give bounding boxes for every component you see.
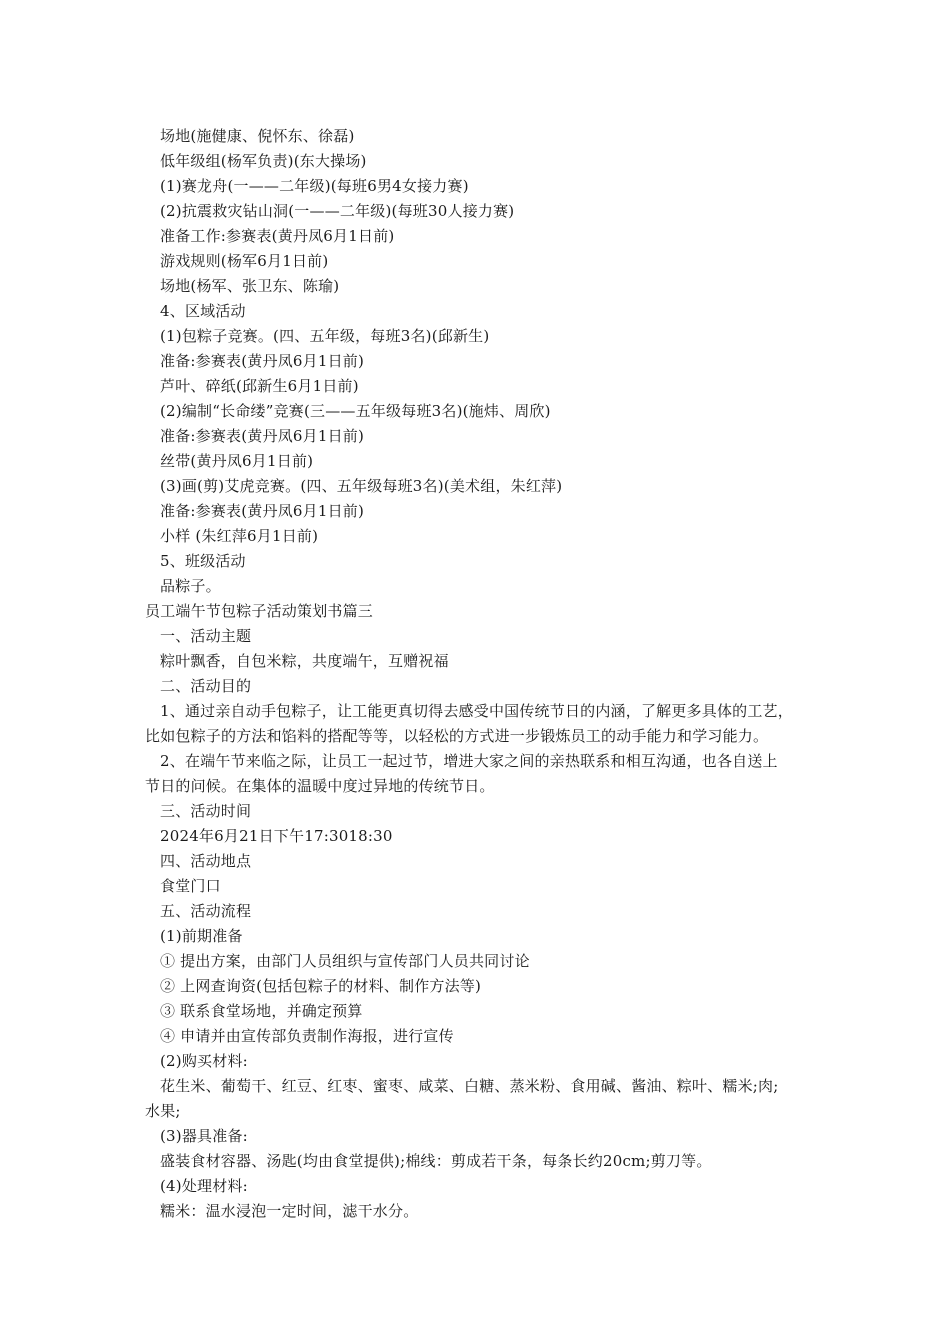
text-line: 4、区域活动 <box>160 302 246 320</box>
text-line: 水果; <box>145 1102 181 1120</box>
text-line: 盛装食材容器、汤匙(均由食堂提供);棉线：剪成若干条，每条长约20cm;剪刀等。 <box>160 1152 712 1170</box>
text-line: 场地(施健康、倪怀东、徐磊) <box>160 127 355 145</box>
text-line: 员工端午节包粽子活动策划书篇三 <box>145 602 374 620</box>
text-line: 准备:参赛表(黄丹凤6月1日前) <box>160 427 365 445</box>
text-line: 低年级组(杨军负责)(东大操场) <box>160 152 367 170</box>
text-line: ④ 申请并由宣传部负责制作海报，进行宣传 <box>160 1027 454 1045</box>
text-line: 准备:参赛表(黄丹凤6月1日前) <box>160 352 365 370</box>
text-line: 粽叶飘香，自包米粽，共度端午，互赠祝福 <box>160 652 449 670</box>
text-line: 2024年6月21日下午17:3018:30 <box>160 827 393 845</box>
text-line: 五、活动流程 <box>160 902 252 920</box>
text-line: (1)赛龙舟(一——二年级)(每班6男4女接力赛) <box>160 177 469 195</box>
text-line: 食堂门口 <box>160 877 221 895</box>
text-line: 丝带(黄丹凤6月1日前) <box>160 452 314 470</box>
text-line: 花生米、葡萄干、红豆、红枣、蜜枣、咸菜、白糖、蒸米粉、食用碱、酱油、粽叶、糯米;肉; <box>160 1077 779 1095</box>
document-page <box>145 124 815 1224</box>
text-line: 糯米：温水浸泡一定时间，滤干水分。 <box>160 1202 419 1220</box>
text-line: (1)包粽子竞赛。(四、五年级，每班3名)(邱新生) <box>160 327 490 345</box>
text-line: (3)画(剪)艾虎竞赛。(四、五年级每班3名)(美术组，朱红萍) <box>160 477 563 495</box>
text-line: 一、活动主题 <box>160 627 252 645</box>
text-line: ① 提出方案，由部门人员组织与宣传部门人员共同讨论 <box>160 952 530 970</box>
text-line: (1)前期准备 <box>160 927 243 945</box>
text-line: 准备:参赛表(黄丹凤6月1日前) <box>160 502 365 520</box>
text-line: 游戏规则(杨军6月1日前) <box>160 252 329 270</box>
text-line: 比如包粽子的方法和馅料的搭配等等，以轻松的方式进一步锻炼员工的动手能力和学习能力。 <box>145 727 769 745</box>
text-line: (2)编制“长命缕”竞赛(三——五年级每班3名)(施炜、周欣) <box>160 402 551 420</box>
text-line: 准备工作:参赛表(黄丹凤6月1日前) <box>160 227 395 245</box>
text-line: 品粽子。 <box>160 577 221 595</box>
text-line: 三、活动时间 <box>160 802 252 820</box>
text-line: (4)处理材料: <box>160 1177 248 1195</box>
text-line: 2、在端午节来临之际，让员工一起过节，增进大家之间的亲热联系和相互沟通，也各自送上 <box>160 752 778 770</box>
text-line: (3)器具准备: <box>160 1127 248 1145</box>
text-line: 场地(杨军、张卫东、陈瑜) <box>160 277 340 295</box>
text-line: 二、活动目的 <box>160 677 252 695</box>
text-line: 小样 (朱红萍6月1日前) <box>160 527 319 545</box>
text-line: ③ 联系食堂场地，并确定预算 <box>160 1002 363 1020</box>
text-line: 节日的问候。在集体的温暖中度过异地的传统节日。 <box>145 777 495 795</box>
text-line: ② 上网查询资(包括包粽子的材料、制作方法等) <box>160 977 482 995</box>
text-line: (2)抗震救灾钻山洞(一——二年级)(每班30人接力赛) <box>160 202 515 220</box>
text-line: 5、班级活动 <box>160 552 246 570</box>
text-line: (2)购买材料: <box>160 1052 248 1070</box>
text-line: 芦叶、碎纸(邱新生6月1日前) <box>160 377 359 395</box>
text-line: 四、活动地点 <box>160 852 252 870</box>
text-line: 1、通过亲自动手包粽子，让工能更真切得去感受中国传统节日的内涵，了解更多具体的工艺， <box>160 702 793 720</box>
